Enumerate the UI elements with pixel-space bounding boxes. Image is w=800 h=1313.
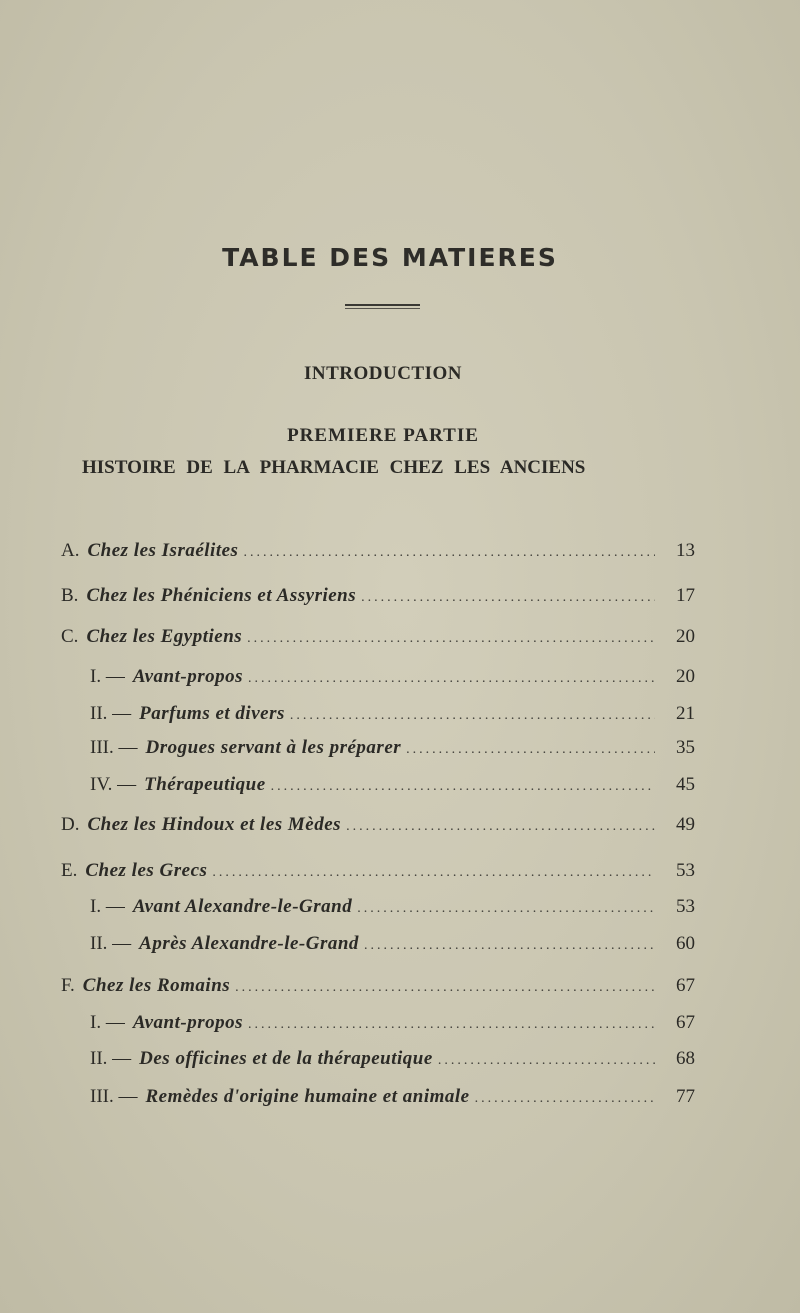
toc-title: Chez les Phéniciens et Assyriens xyxy=(86,585,357,606)
toc-entry[interactable] xyxy=(90,666,695,692)
toc-page-number: 77 xyxy=(676,1086,695,1107)
toc-marker: II. — xyxy=(90,703,132,724)
toc-marker: E. xyxy=(61,860,78,881)
dot-leader xyxy=(235,980,655,996)
toc-page-number: 53 xyxy=(676,896,695,917)
toc-marker: I. — xyxy=(90,896,125,917)
toc-entry[interactable] xyxy=(90,896,695,922)
toc-title: Drogues servant à les préparer xyxy=(145,737,402,758)
toc-marker: III. — xyxy=(90,737,138,758)
toc-marker: II. — xyxy=(90,933,132,954)
dot-leader xyxy=(248,671,655,687)
toc-entry[interactable] xyxy=(61,626,695,652)
toc-title: Avant-propos xyxy=(132,666,243,687)
toc-marker: C. xyxy=(61,626,79,647)
dot-leader xyxy=(406,742,655,758)
toc-marker: IV. — xyxy=(90,774,137,795)
toc-page-number: 53 xyxy=(676,860,695,881)
toc-marker: I. — xyxy=(90,666,125,687)
toc-page-number: 45 xyxy=(676,774,695,795)
toc-entry[interactable] xyxy=(90,1048,695,1074)
dot-leader xyxy=(438,1053,655,1069)
toc-title: Chez les Romains xyxy=(82,975,231,996)
part-title: HISTOIRE DE LA PHARMACIE CHEZ LES ANCIENS xyxy=(82,457,586,478)
toc-title: Avant-propos xyxy=(132,1012,243,1033)
toc-page-number: 67 xyxy=(676,1012,695,1033)
toc-title: Chez les Grecs xyxy=(85,860,208,881)
toc-title: Remèdes d'origine humaine et animale xyxy=(145,1086,470,1107)
toc-entry[interactable] xyxy=(90,1012,695,1038)
title-rule xyxy=(345,304,420,306)
toc-entry[interactable] xyxy=(90,933,695,959)
toc-title: Après Alexandre-le-Grand xyxy=(139,933,359,954)
toc-entry[interactable] xyxy=(90,1086,695,1112)
toc-entry[interactable] xyxy=(61,540,695,566)
dot-leader xyxy=(212,865,655,881)
toc-page-number: 60 xyxy=(676,933,695,954)
toc-page-number: 21 xyxy=(676,703,695,724)
toc-title: Thérapeutique xyxy=(144,774,266,795)
dot-leader xyxy=(346,819,655,835)
dot-leader xyxy=(247,631,655,647)
toc-page-number: 35 xyxy=(676,737,695,758)
toc-entry[interactable] xyxy=(61,585,695,611)
dot-leader xyxy=(361,590,655,606)
toc-page-number: 17 xyxy=(676,585,695,606)
toc-marker: II. — xyxy=(90,1048,132,1069)
dot-leader xyxy=(364,938,655,954)
toc-marker: I. — xyxy=(90,1012,125,1033)
page-title: TABLE DES MATIERES xyxy=(222,243,558,272)
toc-page-number: 67 xyxy=(676,975,695,996)
toc-title: Avant Alexandre-le-Grand xyxy=(132,896,353,917)
toc-page-number: 20 xyxy=(676,666,695,687)
dot-leader xyxy=(357,901,655,917)
dot-leader xyxy=(248,1017,655,1033)
toc-marker: F. xyxy=(61,975,75,996)
introduction-heading: INTRODUCTION xyxy=(303,363,463,384)
toc-entry[interactable] xyxy=(90,737,695,763)
toc-page-number: 13 xyxy=(676,540,695,561)
toc-title: Chez les Egyptiens xyxy=(86,626,243,647)
toc-page-number: 49 xyxy=(676,814,695,835)
toc-marker: B. xyxy=(61,585,79,606)
part-label: PREMIERE PARTIE xyxy=(287,425,479,446)
toc-entry[interactable] xyxy=(61,860,695,886)
toc-marker: III. — xyxy=(90,1086,138,1107)
toc-entry[interactable] xyxy=(90,774,695,800)
toc-entry[interactable] xyxy=(61,975,695,1001)
toc-marker: D. xyxy=(61,814,80,835)
dot-leader xyxy=(290,708,655,724)
dot-leader xyxy=(243,545,655,561)
dot-leader xyxy=(271,779,655,795)
dot-leader xyxy=(475,1091,655,1107)
toc-page-number: 20 xyxy=(676,626,695,647)
toc-marker: A. xyxy=(61,540,80,561)
toc-title: Chez les Israélites xyxy=(87,540,239,561)
toc-entry[interactable] xyxy=(90,703,695,729)
toc-title: Chez les Hindoux et les Mèdes xyxy=(87,814,342,835)
toc-page-number: 68 xyxy=(676,1048,695,1069)
toc-entry[interactable] xyxy=(61,814,695,840)
toc-title: Des officines et de la thérapeutique xyxy=(139,1048,433,1069)
toc-title: Parfums et divers xyxy=(139,703,285,724)
